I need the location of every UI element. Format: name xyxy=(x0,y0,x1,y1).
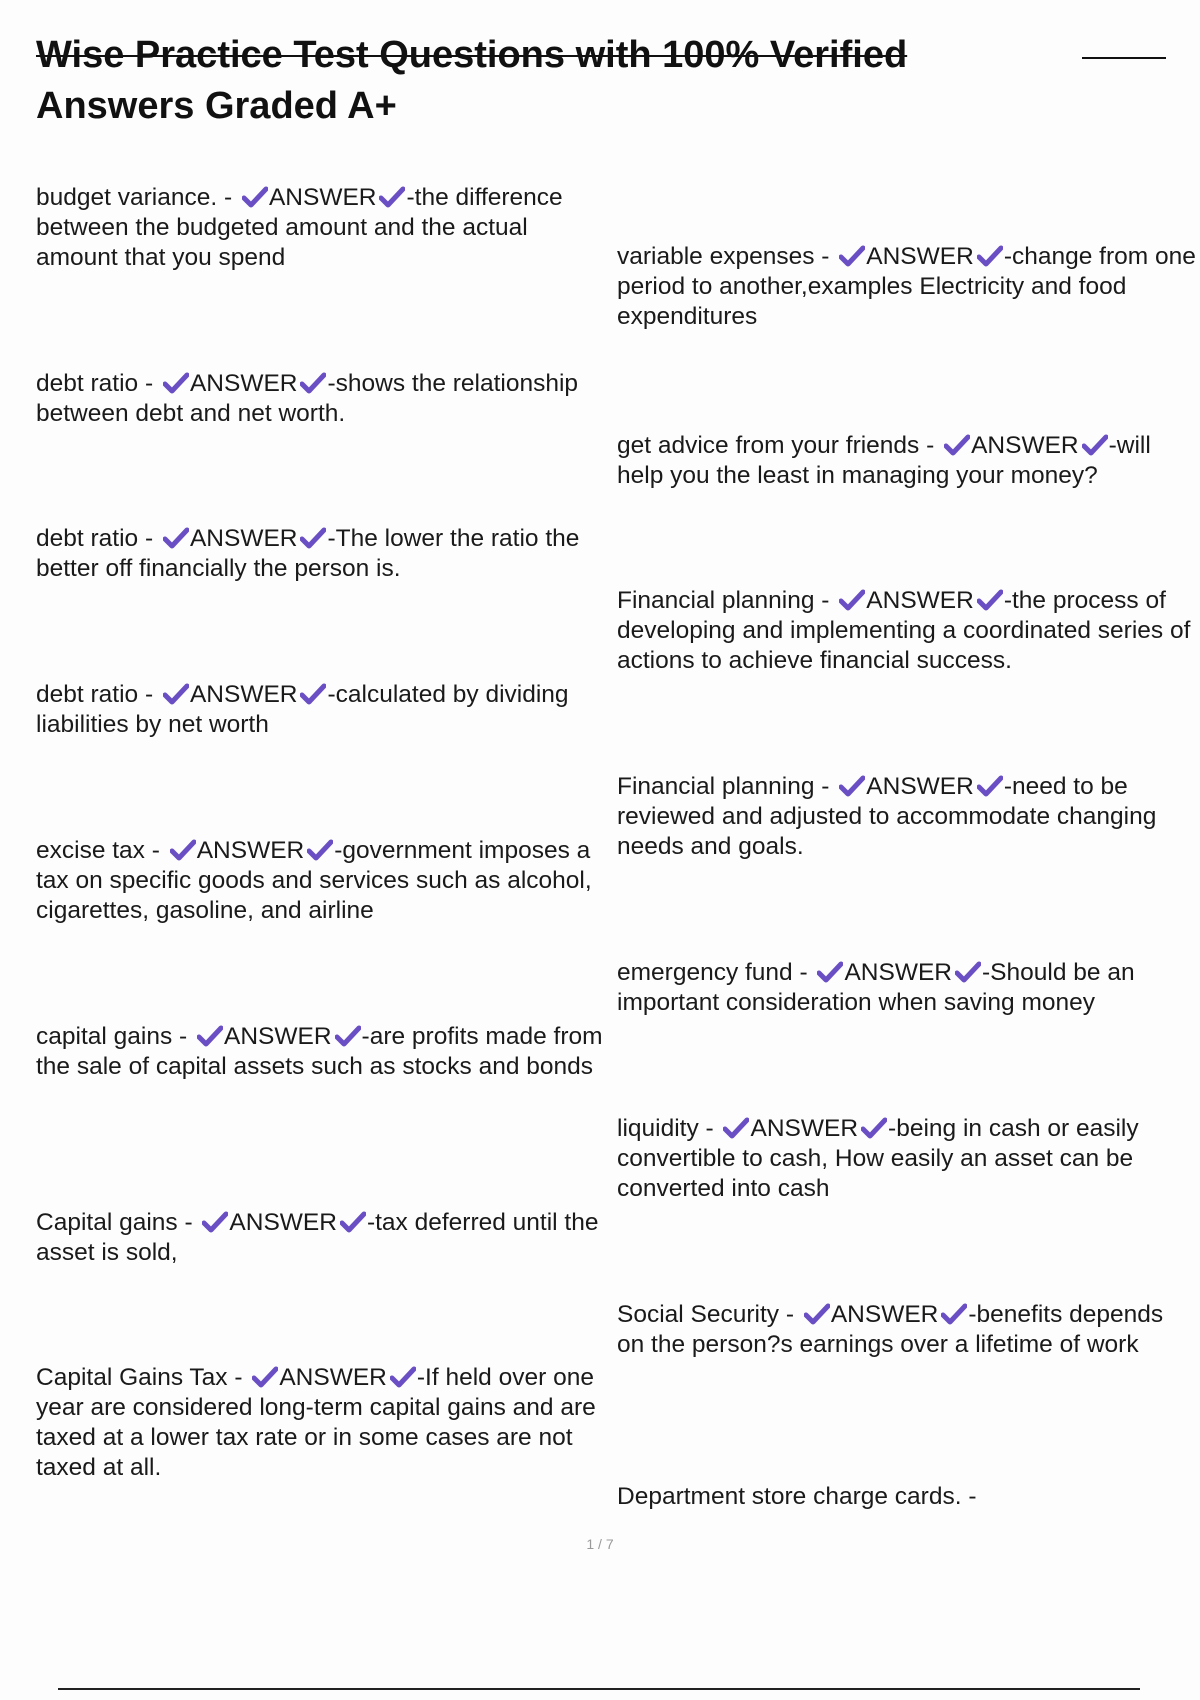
qa-item xyxy=(617,1300,1197,1360)
qa-item xyxy=(36,1022,611,1082)
checkmark-icon xyxy=(977,245,1003,267)
qa-definition: -Should be an important consideration when saving money xyxy=(617,959,1135,1016)
qa-term: Financial planning - xyxy=(617,587,837,614)
checkmark-icon xyxy=(944,434,970,456)
qa-item xyxy=(617,958,1197,1018)
qa-term: variable expenses - xyxy=(617,243,837,270)
checkmark-icon xyxy=(723,1117,749,1139)
qa-term: debt ratio - xyxy=(36,681,160,708)
qa-definition: -the process of developing and implementing a coordinated series of actions to achieve financial success. xyxy=(617,587,1191,674)
qa-item xyxy=(36,680,611,740)
qa-item xyxy=(617,586,1197,676)
qa-definition: -tax deferred until the asset is sold, xyxy=(36,1209,599,1266)
qa-item xyxy=(617,1114,1197,1204)
qa-item xyxy=(36,369,611,429)
answer-label: ANSWER xyxy=(279,1364,387,1391)
qa-item xyxy=(617,242,1197,332)
qa-item xyxy=(617,1482,1197,1512)
checkmark-icon xyxy=(202,1211,228,1233)
qa-definition: -shows the relationship between debt and net worth. xyxy=(36,370,579,427)
checkmark-icon xyxy=(804,1303,830,1325)
checkmark-icon xyxy=(861,1117,887,1139)
checkmark-icon xyxy=(163,683,189,705)
qa-item xyxy=(36,524,611,584)
qa-definition: -change from one period to another,examples Electricity and food expenditures xyxy=(617,243,1196,330)
qa-item xyxy=(617,431,1197,491)
answer-label: ANSWER xyxy=(189,681,298,708)
checkmark-icon xyxy=(242,186,268,208)
answer-label: ANSWER xyxy=(189,525,298,552)
answer-label: ANSWER xyxy=(750,1115,859,1142)
qa-item xyxy=(617,772,1197,862)
title-line-1: Wise Practice Test Questions with 100% Verified xyxy=(36,34,908,76)
qa-definition: -need to be reviewed and adjusted to accommodate changing needs and goals. xyxy=(617,773,1157,860)
document-title xyxy=(36,30,1126,132)
checkmark-icon xyxy=(340,1211,366,1233)
qa-definition: -The lower the ratio the better off financially the person is. xyxy=(36,525,580,582)
answer-label: ANSWER xyxy=(229,1209,337,1236)
checkmark-icon xyxy=(955,961,981,983)
qa-term: Department store charge cards. - xyxy=(617,1483,977,1510)
checkmark-icon xyxy=(335,1025,361,1047)
answer-label: ANSWER xyxy=(196,837,305,864)
title-strike-line xyxy=(1082,57,1166,59)
qa-item xyxy=(36,836,611,926)
checkmark-icon xyxy=(379,186,405,208)
checkmark-icon xyxy=(839,245,865,267)
checkmark-icon xyxy=(300,372,326,394)
title-line-2: Answers Graded A+ xyxy=(36,85,397,127)
checkmark-icon xyxy=(163,527,189,549)
answer-label: ANSWER xyxy=(189,370,298,397)
checkmark-icon xyxy=(977,775,1003,797)
qa-term: capital gains - xyxy=(36,1023,194,1050)
qa-term: Capital Gains Tax - xyxy=(36,1364,250,1391)
qa-item xyxy=(36,183,611,273)
answer-label: ANSWER xyxy=(268,184,377,211)
qa-term: debt ratio - xyxy=(36,525,160,552)
qa-term: liquidity - xyxy=(617,1115,721,1142)
answer-label: ANSWER xyxy=(971,432,1079,459)
checkmark-icon xyxy=(252,1366,278,1388)
checkmark-icon xyxy=(941,1303,967,1325)
checkmark-icon xyxy=(839,589,865,611)
qa-definition: -will help you the least in managing your money? xyxy=(617,432,1151,489)
qa-term: Financial planning - xyxy=(617,773,837,800)
bottom-divider xyxy=(58,1688,1140,1690)
qa-term: budget variance. - xyxy=(36,184,239,211)
checkmark-icon xyxy=(1082,434,1108,456)
qa-term: get advice from your friends - xyxy=(617,432,942,459)
answer-label: ANSWER xyxy=(844,959,953,986)
qa-definition: -the difference between the budgeted amount and the actual amount that you spend xyxy=(36,184,563,271)
qa-definition: -government imposes a tax on specific goods and services such as alcohol, cigarettes, gasoline, and airline xyxy=(36,837,592,924)
qa-term: Capital gains - xyxy=(36,1209,200,1236)
checkmark-icon xyxy=(300,683,326,705)
answer-label: ANSWER xyxy=(223,1023,332,1050)
answer-label: ANSWER xyxy=(830,1301,939,1328)
checkmark-icon xyxy=(300,527,326,549)
qa-item xyxy=(36,1208,611,1268)
answer-label: ANSWER xyxy=(866,587,974,614)
qa-definition: -being in cash or easily convertible to cash, How easily an asset can be converted into cash xyxy=(617,1115,1139,1202)
qa-term: Social Security - xyxy=(617,1301,801,1328)
qa-definition: -are profits made from the sale of capital assets such as stocks and bonds xyxy=(36,1023,603,1080)
qa-term: debt ratio - xyxy=(36,370,160,397)
qa-definition: -calculated by dividing liabilities by net worth xyxy=(36,681,569,738)
qa-definition: -benefits depends on the person?s earnings over a lifetime of work xyxy=(617,1301,1164,1358)
checkmark-icon xyxy=(197,1025,223,1047)
checkmark-icon xyxy=(839,775,865,797)
checkmark-icon xyxy=(163,372,189,394)
qa-term: excise tax - xyxy=(36,837,167,864)
checkmark-icon xyxy=(307,839,333,861)
answer-label: ANSWER xyxy=(866,773,974,800)
checkmark-icon xyxy=(390,1366,416,1388)
answer-label: ANSWER xyxy=(866,243,974,270)
checkmark-icon xyxy=(977,589,1003,611)
qa-definition: -If held over one year are considered long-term capital gains and are taxed at a lower tax rate or in some cases are not taxed at all. xyxy=(36,1364,596,1481)
checkmark-icon xyxy=(170,839,196,861)
page-indicator: 1 / 7 xyxy=(586,1536,614,1552)
checkmark-icon xyxy=(817,961,843,983)
qa-term: emergency fund - xyxy=(617,959,815,986)
qa-item xyxy=(36,1363,611,1483)
